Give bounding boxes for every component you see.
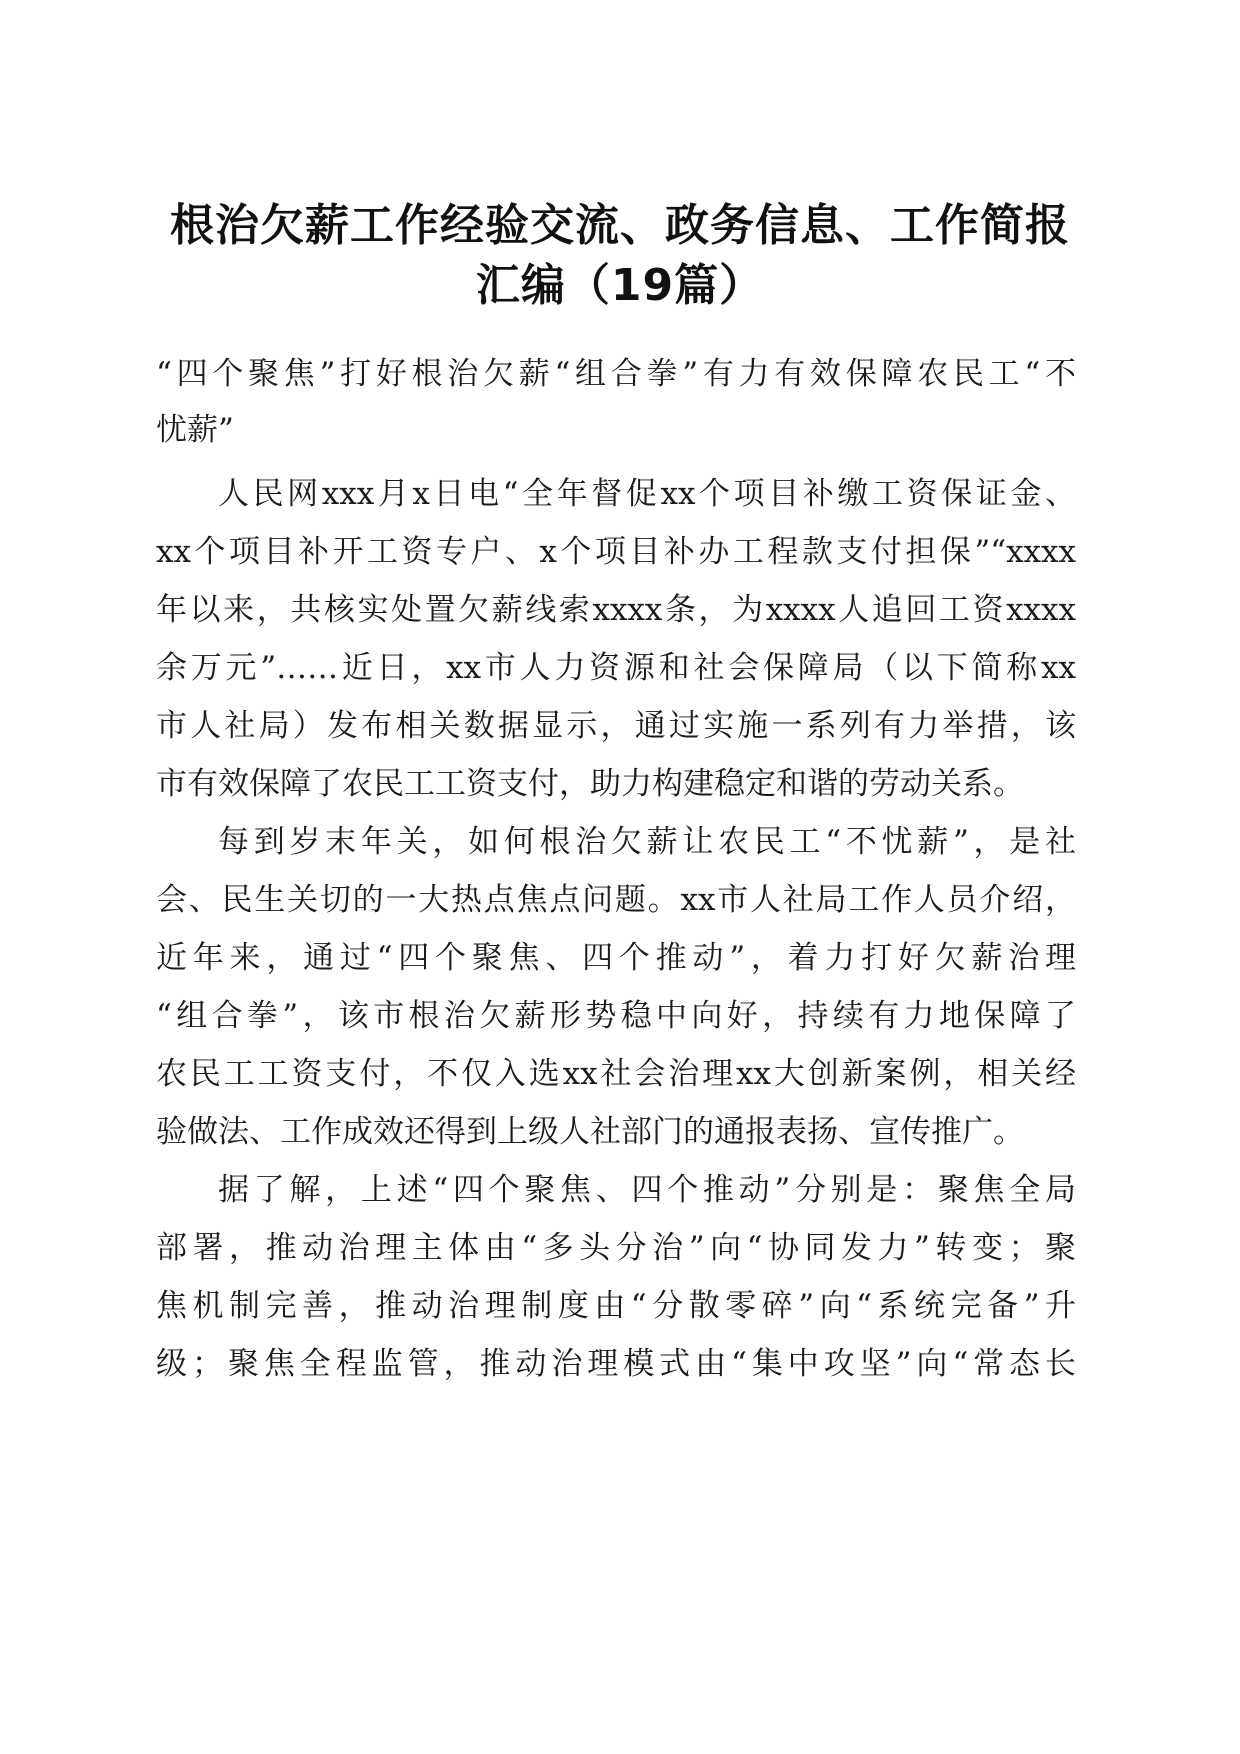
paragraph-1-line-1: 人民网xxx月x日电“全年督促xx个项目补缴工资保证金、 xyxy=(218,476,1076,512)
paragraph-1-line-2: xx个项目补开工资专户、x个项目补办工程款支付担保”“xxxx xyxy=(156,534,1076,570)
paragraph-3-line-2: 部署，推动治理主体由“多头分治”向“协同发力”转变；聚 xyxy=(156,1230,1076,1266)
paragraph-3-line-3: 焦机制完善，推动治理制度由“分散零碎”向“系统完备”升 xyxy=(156,1288,1076,1324)
paragraph-1-line-5: 市人社局）发布相关数据显示，通过实施一系列有力举措，该 xyxy=(156,708,1076,744)
paragraph-1-line-4: 余万元”……近日，xx市人力资源和社会保障局（以下简称xx xyxy=(156,650,1076,686)
paragraph-1-line-3: 年以来，共核实处置欠薪线索xxxx条，为xxxx人追回工资xxxx xyxy=(156,592,1076,628)
paragraph-2-line-2: 会、民生关切的一大热点焦点问题。xx市人社局工作人员介绍， xyxy=(156,882,1076,918)
article-subtitle-line-2: 忧薪” xyxy=(156,412,234,448)
paragraph-3-line-1: 据了解，上述“四个聚焦、四个推动”分别是：聚焦全局 xyxy=(218,1172,1076,1208)
paragraph-2-line-1: 每到岁末年关，如何根治欠薪让农民工“不忧薪”，是社 xyxy=(218,824,1076,860)
document-title-line-1: 根治欠薪工作经验交流、政务信息、工作简报 xyxy=(170,200,1070,251)
paragraph-2-line-5: 农民工工资支付，不仅入选xx社会治理xx大创新案例，相关经 xyxy=(156,1056,1076,1092)
article-subtitle-line-1: “四个聚焦”打好根治欠薪“组合拳”有力有效保障农民工“不 xyxy=(156,356,1076,392)
paragraph-2-line-6: 验做法、工作成效还得到上级人社部门的通报表扬、宣传推广。 xyxy=(156,1114,1024,1150)
paragraph-3-line-4: 级；聚焦全程监管，推动治理模式由“集中攻坚”向“常态长 xyxy=(156,1346,1076,1382)
document-title-line-2: 汇编（19篇） xyxy=(475,260,765,311)
paragraph-2-line-4: “组合拳”，该市根治欠薪形势稳中向好，持续有力地保障了 xyxy=(156,998,1076,1034)
paragraph-2-line-3: 近年来，通过“四个聚焦、四个推动”，着力打好欠薪治理 xyxy=(156,940,1076,976)
paragraph-1-line-6: 市有效保障了农民工工资支付，助力构建稳定和谐的劳动关系。 xyxy=(156,766,1024,802)
